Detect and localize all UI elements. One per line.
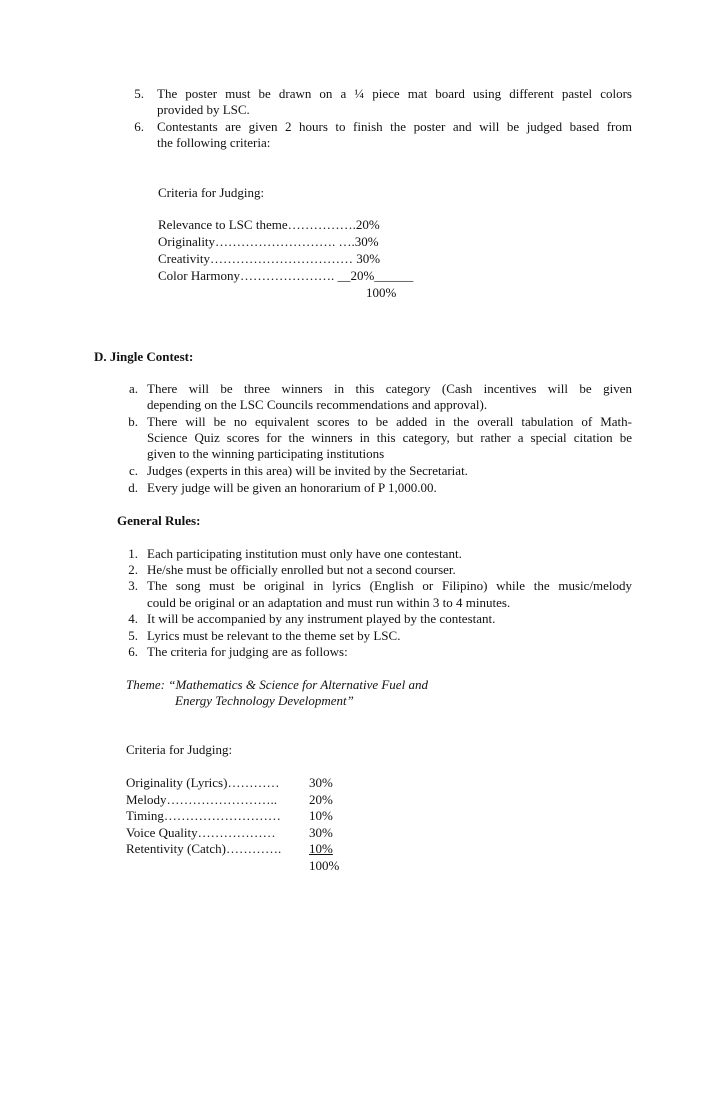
list-item-number: a. (128, 381, 138, 396)
list-item-text: depending on the LSC Councils recommendations and approval). (147, 397, 488, 412)
list-item-text: Lyrics must be relevant to the theme set by LSC. (147, 628, 401, 643)
list-item-number: c. (128, 463, 138, 478)
list-item-text: The poster must be drawn on a ¼ piece mat board using different pastel colors (157, 86, 632, 101)
criteria-total: 100% (366, 285, 397, 300)
criteria-row: Color Harmony…………………. __20%______ (158, 268, 414, 283)
list-item-text: Science Quiz scores for the winners in this category, but rather a special citation be (147, 430, 632, 445)
list-item-text: There will be no equivalent scores to be added in the overall tabulation of Math- (147, 414, 632, 429)
list-item-text: the following criteria: (157, 135, 271, 150)
list-item-number: d. (128, 480, 138, 495)
list-item-number: 6. (134, 119, 144, 134)
criteria-value: 10% (309, 808, 333, 823)
list-item-number: 2. (128, 562, 138, 577)
criteria-row: Creativity…………………………… 30% (158, 251, 381, 266)
list-item-number: 1. (128, 546, 138, 561)
list-item-number: 6. (128, 644, 138, 659)
list-item-text: Judges (experts in this area) will be invited by the Secretariat. (147, 463, 468, 478)
criteria-label: Timing……………………… (126, 808, 281, 823)
list-item-text: Contestants are given 2 hours to finish the poster and will be judged based from (157, 119, 632, 134)
list-item-text: could be original or an adaptation and must run within 3 to 4 minutes. (147, 595, 511, 610)
criteria-label: Voice Quality……………… (126, 825, 276, 840)
criteria-row: Relevance to LSC theme…………….20% (158, 217, 380, 232)
criteria-label: Melody…………………….. (126, 792, 277, 807)
list-item-text: given to the winning participating institutions (147, 446, 385, 461)
list-item-text: provided by LSC. (157, 102, 250, 117)
theme-line: Energy Technology Development” (175, 693, 354, 708)
list-item-number: b. (128, 414, 138, 429)
section-heading: General Rules: (117, 513, 201, 528)
list-item-text: Every judge will be given an honorarium of P 1,000.00. (147, 480, 437, 495)
list-item-text: He/she must be officially enrolled but not a second courser. (147, 562, 456, 577)
criteria-label: Originality (Lyrics)………… (126, 775, 280, 790)
criteria-heading: Criteria for Judging: (158, 185, 265, 200)
criteria-heading: Criteria for Judging: (126, 742, 233, 757)
criteria-total: 100% (309, 858, 340, 873)
list-item-number: 3. (128, 578, 138, 593)
section-heading: D. Jingle Contest: (94, 349, 194, 364)
list-item-text: The criteria for judging are as follows: (147, 644, 348, 659)
criteria-row: Originality………………………. ….30% (158, 234, 379, 249)
list-item-text: The song must be original in lyrics (English or Filipino) while the music/melody (147, 578, 632, 593)
list-item-number: 4. (128, 611, 138, 626)
list-item-number: 5. (128, 628, 138, 643)
list-item-number: 5. (134, 86, 144, 101)
list-item-text: Each participating institution must only have one contestant. (147, 546, 462, 561)
criteria-value: 20% (309, 792, 333, 807)
theme-line: Theme: “Mathematics & Science for Alternative Fuel and (126, 677, 428, 692)
criteria-value: 30% (309, 775, 333, 790)
list-item-text: There will be three winners in this category (Cash incentives will be given (147, 381, 632, 396)
list-item-text: It will be accompanied by any instrument played by the contestant. (147, 611, 496, 626)
criteria-label: Retentivity (Catch)…………. (126, 841, 282, 856)
criteria-value: 10% (309, 841, 333, 856)
criteria-value: 30% (309, 825, 333, 840)
